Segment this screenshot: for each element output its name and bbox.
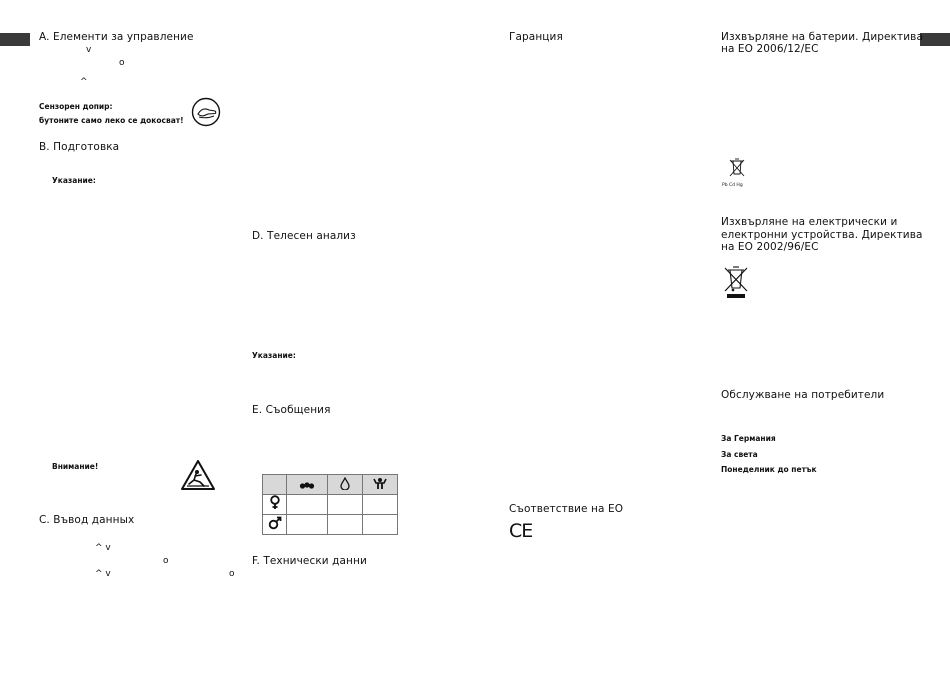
electronics-disposal-title-2: електронни устройства. Директива [721, 229, 923, 241]
muscle-icon [363, 475, 398, 495]
section-b-title: B. Подготовка [39, 141, 120, 153]
section-d-title: D. Телесен анализ [252, 230, 356, 242]
section-a-title: A. Елементи за управление [39, 31, 194, 43]
male-icon [263, 515, 287, 535]
crossed-bin-battery-icon [725, 157, 749, 181]
table-row [263, 515, 398, 535]
circle-symbol-1: o [163, 556, 169, 566]
warning-label: Внимание! [52, 462, 99, 471]
messages-table [262, 474, 398, 535]
electronics-disposal-title-3: на ЕО 2002/96/ЕС [721, 241, 819, 253]
fat-drops-icon [287, 475, 328, 495]
water-drop-icon [328, 475, 363, 495]
section-c-title: C. Въвод данных [39, 514, 135, 526]
battery-disposal-title-1: Изхвърляне на батерии. Директива [721, 31, 923, 43]
touch-note-title: Сензорен допир: [39, 102, 113, 111]
crossed-bin-weee-icon [722, 264, 750, 300]
table-row [263, 475, 398, 495]
arrow-down-symbol: v [86, 45, 92, 55]
female-icon [263, 495, 287, 515]
circle-symbol-2: o [229, 569, 235, 579]
section-e-title: E. Съобщения [252, 404, 331, 416]
table-row [263, 495, 398, 515]
slippery-warning-icon [180, 459, 216, 492]
customer-service-title: Обслужване на потребители [721, 389, 885, 401]
arrows-up-down-1: ^ v [95, 543, 111, 553]
page-tab-right [920, 33, 950, 46]
arrow-up-symbol: ^ [80, 77, 88, 87]
customer-service-germany: За Германия [721, 434, 776, 443]
touch-finger-icon [191, 97, 221, 127]
ce-mark: CE [509, 520, 533, 542]
guarantee-title: Гаранция [509, 31, 563, 43]
customer-service-hours: Понеделник до петък [721, 465, 817, 474]
battery-icon-caption: Pb Cd Hg [722, 183, 743, 188]
section-d-note-label: Указание: [252, 351, 296, 360]
touch-note-text: бутоните само леко се докосват! [39, 116, 184, 125]
section-b-note-label: Указание: [52, 176, 96, 185]
arrows-up-down-2: ^ v [95, 569, 111, 579]
electronics-disposal-title-1: Изхвърляне на електрически и [721, 216, 898, 228]
section-f-title: F. Технически данни [252, 555, 367, 567]
circle-symbol: o [119, 58, 125, 68]
battery-disposal-title-2: на ЕО 2006/12/ЕС [721, 43, 819, 55]
customer-service-world: За света [721, 450, 758, 459]
page-tab-left [0, 33, 30, 46]
eu-conformity-title: Съответствие на ЕО [509, 503, 624, 515]
